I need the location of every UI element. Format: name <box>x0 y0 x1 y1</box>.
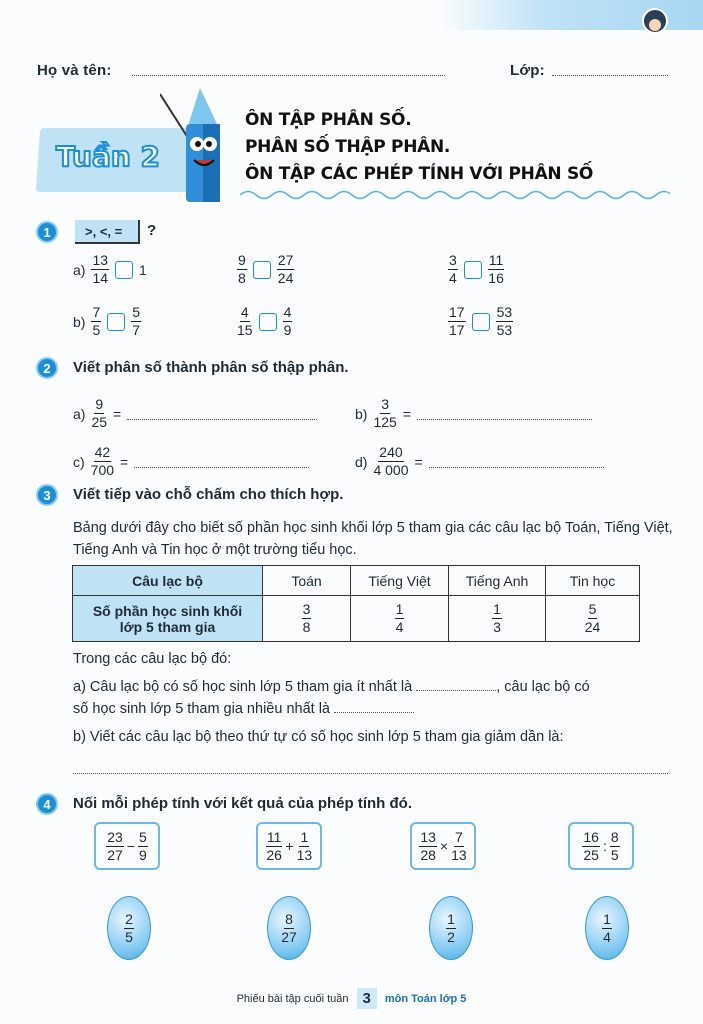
fraction: 53 53 <box>496 304 513 338</box>
week-label: Tuần 2 <box>56 140 161 173</box>
table-header: Tiếng Anh <box>449 566 546 596</box>
answer-line[interactable] <box>429 456 604 468</box>
operation-box[interactable]: 11 26 + $\frac{1}{13}$ <box>256 822 322 870</box>
name-label: Họ và tên: <box>37 62 112 79</box>
exercise-4-number: 4 <box>36 793 58 815</box>
answer-line[interactable] <box>134 456 309 468</box>
operation-box[interactable]: 16 25 : 8 5 <box>568 822 634 870</box>
ex2-item-a: a) $\frac{9}{25}$ = <box>73 396 317 431</box>
exercise-3-title: Viết tiếp vào chỗ chấm cho thích hợp. <box>73 486 344 503</box>
row-label: Số phần học sinh khối lớp 5 tham gia <box>73 596 263 642</box>
fraction: 4 9 <box>283 304 292 338</box>
ex1-row-b <box>73 304 141 339</box>
answer-line[interactable] <box>127 408 317 420</box>
fraction: 5 7 <box>132 304 141 338</box>
footer-left: Phiếu bài tập cuối tuần <box>236 992 349 1005</box>
operation-box[interactable]: $\frac{13}{28}$ × $\frac{7}{13}$ <box>410 822 476 870</box>
exercise-2-number: 2 <box>36 357 58 379</box>
student-avatar-icon <box>642 8 668 34</box>
compare-signs-label: >, <, = <box>75 220 140 244</box>
row-tag: a) <box>73 261 86 278</box>
among-text: Trong các câu lạc bộ đó: <box>73 651 232 667</box>
name-field[interactable] <box>132 66 445 76</box>
page-number: 3 <box>357 988 377 1009</box>
exercise-3-number: 3 <box>36 484 58 506</box>
ex1-row-a-3 <box>448 252 504 287</box>
answer-line[interactable] <box>334 701 414 713</box>
ex2-item-b: b) $\frac{3}{125}$ = <box>355 396 592 431</box>
row-tag: b) <box>73 313 86 330</box>
wavy-divider <box>240 188 670 202</box>
exercise-1-number: 1 <box>36 221 58 243</box>
question-mark: ? <box>147 222 157 239</box>
answer-line[interactable] <box>417 408 592 420</box>
table-cell: $\frac{1}{3}$ <box>449 596 546 642</box>
ex1-row-b-2 <box>237 304 292 339</box>
result-oval[interactable]: 1 4 <box>585 896 629 960</box>
answer-box[interactable] <box>464 261 482 279</box>
table-header: Toán <box>263 566 351 596</box>
result-oval[interactable]: 2 5 <box>107 896 151 960</box>
table-cell: $\frac{1}{4}$ <box>351 596 449 642</box>
result-oval[interactable]: 1 2 <box>429 896 473 960</box>
fraction: 11 16 <box>488 252 504 286</box>
table-header: Tiếng Việt <box>351 566 449 596</box>
ex2-item-c: c) $\frac{42}{700}$ = <box>73 444 309 479</box>
fraction: 17 17 <box>449 304 465 338</box>
ex1-row-a <box>73 252 147 287</box>
table-cell: $\frac{5}{24}$ <box>546 596 640 642</box>
footer <box>0 988 703 1009</box>
fraction: 3 4 <box>449 252 457 286</box>
answer-line[interactable] <box>416 679 496 691</box>
table-header: Câu lạc bộ <box>73 566 263 596</box>
class-field[interactable] <box>552 66 668 76</box>
ex1-row-a-2 <box>237 252 294 287</box>
answer-box[interactable] <box>472 313 490 331</box>
title-line-1: ÔN TẬP PHÂN SỐ. <box>245 110 412 130</box>
answer-line[interactable] <box>73 762 668 774</box>
table-cell: $\frac{3}{8}$ <box>263 596 351 642</box>
fraction: 7 5 <box>92 304 101 338</box>
operation-box[interactable]: 23 27 − $\frac{5}{9}$ <box>94 822 160 870</box>
fraction: 13 14 <box>92 252 109 286</box>
exercise-2-title: Viết phân số thành phân số thập phân. <box>73 359 349 376</box>
fraction: 27 24 <box>277 252 294 286</box>
ex3-part-a-line2: số học sinh lớp 5 tham gia nhiều nhất là <box>73 701 414 717</box>
fraction: 9 8 <box>238 252 246 286</box>
exercise-3-intro: Bảng dưới đây cho biết số phần học sinh khối lớp 5 tham gia các câu lạc bộ Toán, Tiếng Việt, Tiếng Anh và Tin học ở một trường tiểu học. <box>73 520 673 558</box>
answer-box[interactable] <box>259 313 277 331</box>
number: 1 <box>139 261 147 278</box>
class-label: Lớp: <box>510 62 545 79</box>
table-header: Tin học <box>546 566 640 596</box>
ex1-row-b-3 <box>448 304 513 339</box>
clubs-table <box>72 565 640 642</box>
ex3-part-b: b) Viết các câu lạc bộ theo thứ tự có số học sinh lớp 5 tham gia giảm dần là: <box>73 729 564 745</box>
answer-box[interactable] <box>107 313 125 331</box>
title-line-3: ÔN TẬP CÁC PHÉP TÍNH VỚI PHÂN SỐ <box>245 164 594 184</box>
ex3-part-a-line1: a) Câu lạc bộ có số học sinh lớp 5 tham gia ít nhất là , câu lạc bộ có <box>73 679 590 695</box>
exercise-4-title: Nối mỗi phép tính với kết quả của phép tính đó. <box>73 795 413 812</box>
answer-box[interactable] <box>253 261 271 279</box>
ex2-item-d: d) $\frac{240}{4 000}$ = <box>355 444 604 479</box>
pencil-mascot-icon <box>160 86 240 206</box>
title-line-2: PHÂN SỐ THẬP PHÂN. <box>245 137 451 157</box>
answer-box[interactable] <box>115 261 133 279</box>
result-oval[interactable]: 8 27 <box>267 896 311 960</box>
footer-right: môn Toán lớp 5 <box>384 992 467 1005</box>
fraction: 4 15 <box>237 304 253 338</box>
